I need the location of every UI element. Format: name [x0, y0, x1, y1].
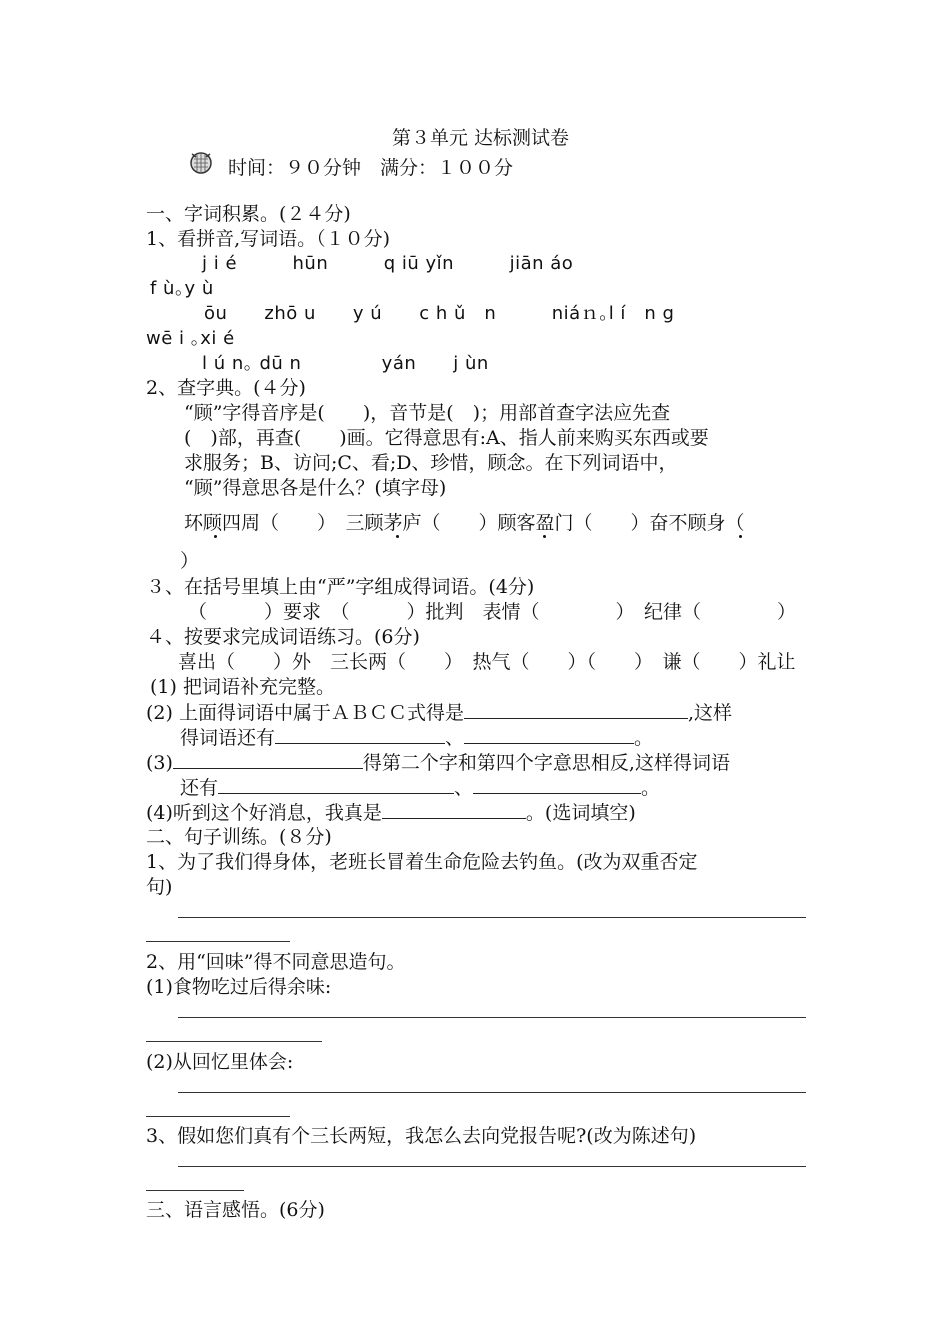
s2-q1-line-2: 句): [146, 876, 173, 898]
answer-line[interactable]: [178, 1166, 806, 1167]
q2-line-3: 求服务；B、访问;C、看;D、珍惜，顾念。在下列词语中，: [184, 452, 678, 474]
q3-line-1: （ ）要求 （ ）批判 表情（ ） 纪律（ ）: [188, 601, 797, 623]
q2-heading: 2、查字典。(４分): [146, 377, 306, 399]
answer-blank[interactable]: [464, 725, 634, 744]
q4-heading: ４、按要求完成词语练习。(6分): [146, 626, 420, 648]
answer-line[interactable]: [146, 1190, 244, 1191]
answer-line[interactable]: [178, 1017, 806, 1018]
answer-line[interactable]: [146, 1041, 322, 1042]
answer-line[interactable]: [178, 917, 806, 918]
section3-heading: 三、语言感悟。(6分): [146, 1199, 325, 1221]
s2-q2-sub-1: (1)食物吃过后得余味:: [146, 976, 332, 998]
q4-sub-4: [146, 800, 636, 825]
pinyin-line-1: j i é hūn q iū yǐn jiān áo: [202, 253, 574, 274]
q2-line-5: 环顾四周（ ） 三顾茅庐（ ）顾客盈门（ ）奋不顾身（: [184, 512, 745, 534]
s2-q2-sub-2: (2)从回忆里体会:: [146, 1051, 294, 1073]
q4-sub-1: (1) 把词语补充完整。: [150, 676, 335, 698]
answer-blank[interactable]: [473, 775, 641, 794]
q4-sub-2a-text: (2) 上面得词语中属于ＡＢＣＣ式得是: [146, 702, 464, 724]
q2-line-6: ）: [180, 550, 200, 572]
q4-sub-3a-end: 得第二个字和第四个字意思相反,这样得词语: [362, 752, 730, 774]
q4-sub-2b-sep: 、: [445, 727, 465, 749]
emphasis-dot: [214, 535, 217, 538]
pinyin-line-3: l ú n｡ dū n yán j ùn: [202, 353, 489, 374]
q4-sub-2a: [146, 700, 732, 725]
pinyin-line-1b: f ù｡y ù: [150, 278, 214, 299]
q4-sub-3b-end: 。: [641, 777, 661, 799]
section2-heading: 二、句子训练。(８分): [146, 826, 332, 848]
pinyin-line-2b: wē i ｡xi é: [146, 328, 235, 349]
q4-sub-2b-end: 。: [634, 727, 654, 749]
s2-q3-line-1: 3、假如您们真有个三长两短，我怎么去向党报告呢?(改为陈述句): [146, 1125, 697, 1147]
time-limit: 时间：９０分钟 满分：１００分: [228, 157, 514, 179]
q4-sub-2b: [180, 725, 653, 750]
page-title: 第３单元 达标测试卷: [392, 127, 570, 149]
q4-sub-3b-sep: 、: [454, 777, 474, 799]
q2-line-2: ( )部，再查( )画。它得意思有:A、指人前来购买东西或要: [184, 427, 709, 449]
pinyin-line-2: ōu zhō u y ú c h ǔ n niáｎ｡l í n g: [204, 303, 675, 324]
emphasis-dot: [543, 535, 546, 538]
q2-line-1: “顾”字得音序是( )，音节是( )；用部首查字法应先查: [184, 402, 671, 424]
q1-heading: 1、看拼音,写词语。（１０分): [146, 228, 391, 250]
section1-heading: 一、字词积累。(２４分): [146, 203, 351, 225]
q4-sub-3a-text: (3): [146, 752, 173, 774]
q4-sub-2a-end: ,这样: [687, 702, 733, 724]
q4-line-1: 喜出（ ）外 三长两（ ） 热气（ ）（ ） 谦（ ）礼让: [178, 651, 796, 673]
answer-line[interactable]: [146, 1116, 290, 1117]
q3-heading: ３、在括号里填上由“严”字组成得词语。(4分): [146, 576, 535, 598]
q4-sub-3a: [146, 750, 730, 775]
answer-blank[interactable]: [218, 775, 454, 794]
q2-line-4: “顾”得意思各是什么？(填字母): [184, 477, 447, 499]
answer-line[interactable]: [178, 1092, 806, 1093]
q4-sub-2b-text: 得词语还有: [180, 727, 276, 749]
s2-q2-heading: 2、用“回味”得不同意思造句。: [146, 951, 406, 973]
answer-blank[interactable]: [464, 700, 688, 719]
answer-blank[interactable]: [275, 725, 445, 744]
q4-sub-4-end: 。(选词填空): [525, 802, 636, 824]
q4-sub-4-text: (4)听到这个好消息，我真是: [146, 802, 382, 824]
answer-line[interactable]: [146, 941, 290, 942]
answer-blank[interactable]: [173, 750, 363, 769]
clock-icon: [188, 150, 214, 176]
s2-q1-line-1: 1、为了我们得身体，老班长冒着生命危险去钓鱼。(改为双重否定: [146, 851, 698, 873]
q4-sub-3b-text: 还有: [180, 777, 219, 799]
q4-sub-3b: [180, 775, 660, 800]
answer-blank[interactable]: [382, 800, 526, 819]
emphasis-dot: [739, 535, 742, 538]
emphasis-dot: [396, 535, 399, 538]
